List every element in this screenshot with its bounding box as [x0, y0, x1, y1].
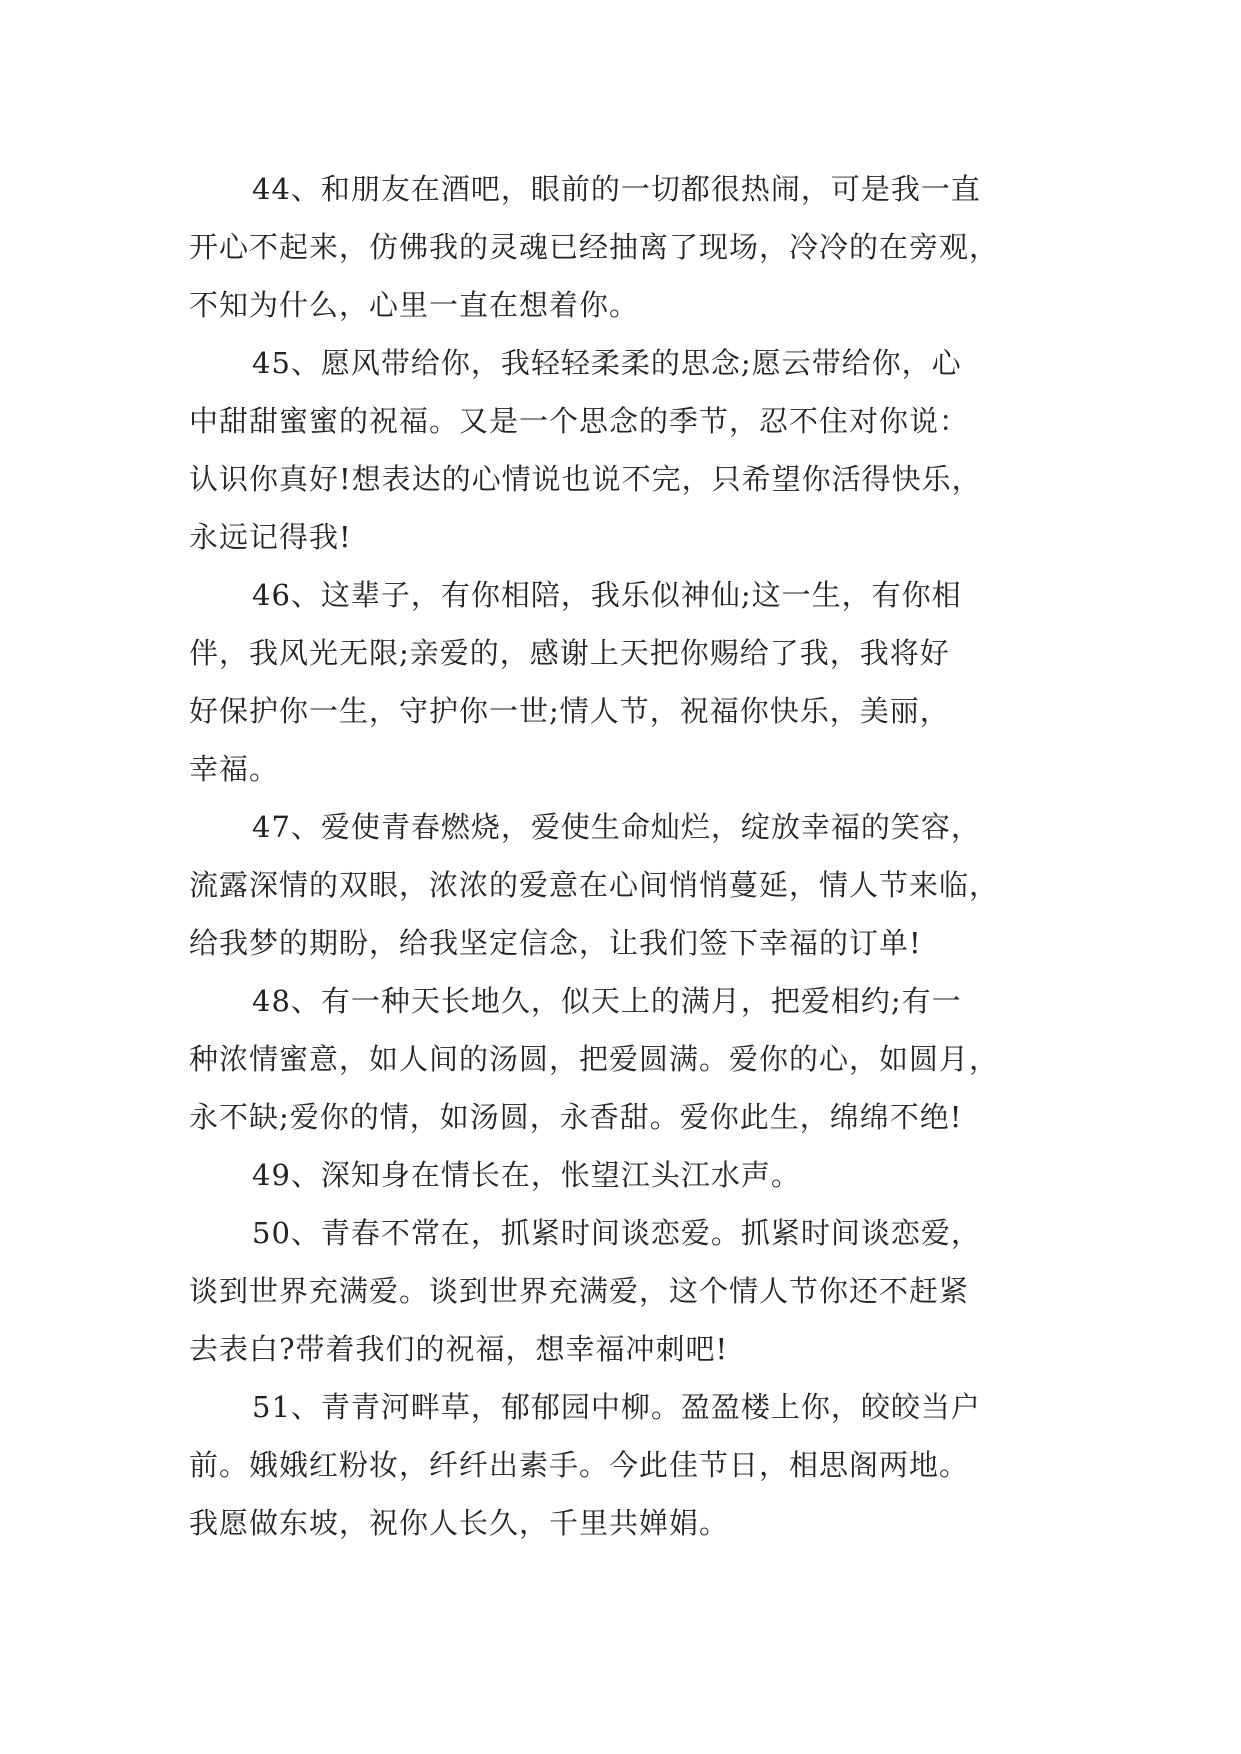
paragraph-line: 认识你真好!想表达的心情说也说不完，只希望你活得快乐，	[189, 462, 982, 496]
paragraph-line: 50、青春不常在，抓紧时间谈恋爱。抓紧时间谈恋爱，	[252, 1216, 981, 1250]
paragraph-line: 种浓情蜜意，如人间的汤圆，把爱圆满。爱你的心，如圆月，	[189, 1042, 1000, 1076]
paragraph-46	[189, 566, 1069, 798]
paragraph-line: 不知为什么，心里一直在想着你。	[189, 288, 640, 322]
paragraph-50	[189, 1204, 1069, 1378]
paragraph-line: 永远记得我!	[189, 520, 352, 554]
paragraph-44	[189, 160, 1069, 334]
paragraph-line: 我愿做东坡，祝你人长久，千里共婵娟。	[189, 1506, 730, 1540]
paragraph-line: 伴，我风光无限;亲爱的，感谢上天把你赐给了我，我将好	[189, 636, 950, 670]
paragraph-line: 幸福。	[189, 752, 280, 786]
paragraph-line: 流露深情的双眼，浓浓的爱意在心间悄悄蔓延，情人节来临，	[189, 868, 1000, 902]
paragraph-line: 47、爱使青春燃烧，爱使生命灿烂，绽放幸福的笑容，	[252, 810, 981, 844]
paragraph-line: 49、深知身在情长在，怅望江头江水声。	[252, 1158, 801, 1192]
paragraph-line: 开心不起来，仿佛我的灵魂已经抽离了现场，冷冷的在旁观，	[189, 230, 1000, 264]
paragraph-51	[189, 1378, 1069, 1552]
document-body	[189, 160, 1069, 1552]
paragraph-line: 44、和朋友在酒吧，眼前的一切都很热闹，可是我一直	[252, 172, 981, 206]
paragraph-45	[189, 334, 1069, 566]
paragraph-line: 45、愿风带给你，我轻轻柔柔的思念;愿云带给你，心	[252, 346, 962, 380]
paragraph-48	[189, 972, 1069, 1146]
paragraph-47	[189, 798, 1069, 972]
paragraph-line: 46、这辈子，有你相陪，我乐似神仙;这一生，有你相	[252, 578, 962, 612]
paragraph-line: 给我梦的期盼，给我坚定信念，让我们签下幸福的订单!	[189, 926, 922, 960]
paragraph-line: 永不缺;爱你的情，如汤圆，永香甜。爱你此生，绵绵不绝!	[189, 1100, 963, 1134]
paragraph-49	[189, 1146, 1069, 1204]
paragraph-line: 前。娥娥红粉妆，纤纤出素手。今此佳节日，相思阁两地。	[189, 1448, 970, 1482]
paragraph-line: 中甜甜蜜蜜的祝福。又是一个思念的季节，忍不住对你说：	[189, 404, 970, 438]
paragraph-line: 48、有一种天长地久，似天上的满月，把爱相约;有一	[252, 984, 962, 1018]
paragraph-line: 好保护你一生，守护你一世;情人节，祝福你快乐，美丽，	[189, 694, 950, 728]
paragraph-line: 51、青青河畔草，郁郁园中柳。盈盈楼上你，皎皎当户	[252, 1390, 981, 1424]
paragraph-line: 谈到世界充满爱。谈到世界充满爱，这个情人节你还不赶紧	[189, 1274, 970, 1308]
paragraph-line: 去表白?带着我们的祝福，想幸福冲刺吧!	[189, 1332, 729, 1366]
